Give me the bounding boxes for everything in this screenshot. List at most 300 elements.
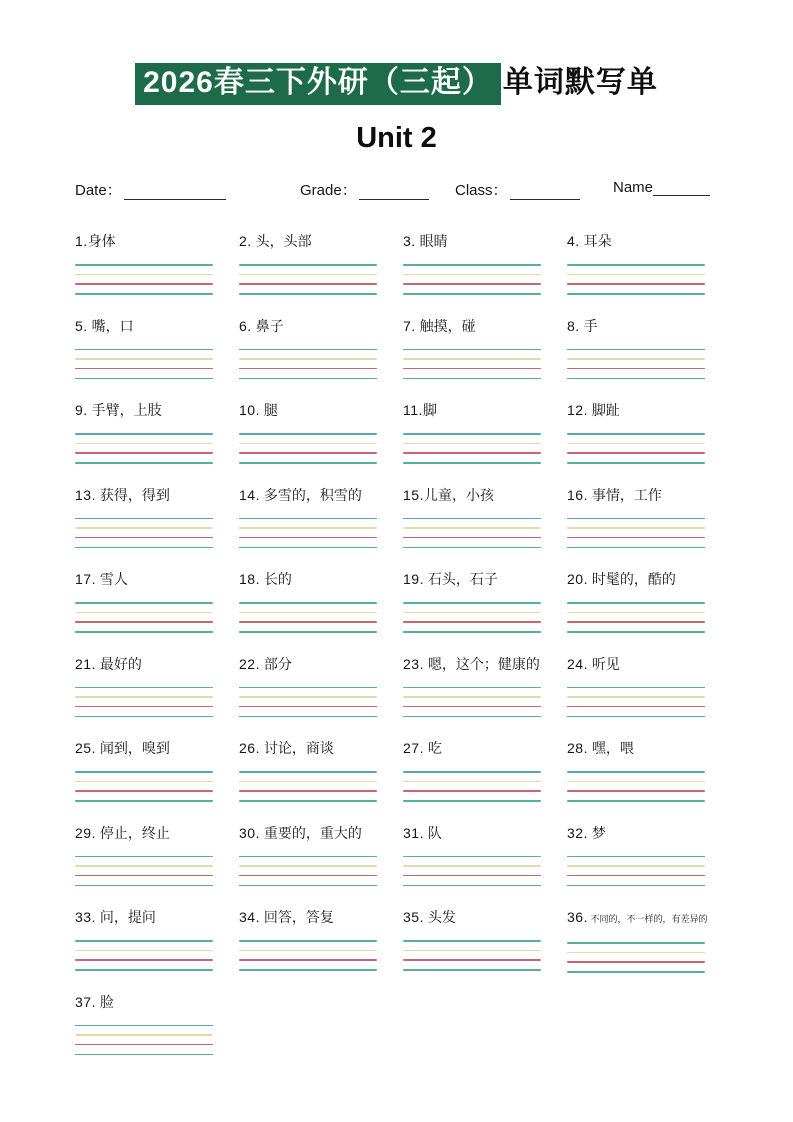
guide-line-fourth: [239, 800, 377, 802]
writing-lines: [75, 518, 213, 549]
guide-line-second: [239, 274, 377, 276]
guide-line-first: [239, 518, 377, 520]
word-chinese: 吃: [423, 740, 442, 756]
guide-line-second: [403, 443, 541, 445]
guide-line-third: [239, 537, 377, 539]
guide-line-fourth: [239, 885, 377, 887]
guide-line-third: [239, 452, 377, 454]
guide-line-second: [403, 358, 541, 360]
guide-line-first: [239, 856, 377, 858]
unit-title: Unit 2: [356, 122, 437, 154]
writing-lines: [403, 602, 541, 633]
word-item: [567, 566, 731, 651]
word-label: [75, 735, 239, 757]
writing-lines: [239, 771, 377, 802]
writing-lines: [75, 433, 213, 464]
word-item: [75, 566, 239, 651]
guide-line-second: [239, 443, 377, 445]
word-number: 35.: [403, 909, 424, 925]
guide-line-third: [567, 368, 705, 370]
word-item: [403, 651, 567, 736]
guide-line-first: [567, 433, 705, 435]
guide-line-first: [239, 264, 377, 266]
guide-line-fourth: [75, 293, 213, 295]
guide-line-third: [567, 875, 705, 877]
word-label: [567, 566, 731, 588]
word-label: [403, 228, 567, 250]
writing-lines: [75, 856, 213, 887]
writing-lines: [239, 433, 377, 464]
word-label: [239, 651, 403, 673]
guide-line-fourth: [75, 800, 213, 802]
word-number: 15.: [403, 486, 424, 503]
writing-lines: [403, 940, 541, 971]
word-number: 5.: [75, 317, 88, 334]
guide-line-second: [75, 443, 213, 445]
word-label: [403, 482, 567, 504]
guide-line-second: [75, 527, 213, 529]
guide-line-fourth: [567, 885, 705, 887]
writing-lines: [75, 602, 213, 633]
guide-line-third: [75, 452, 213, 454]
word-label: [567, 735, 731, 757]
class-blank-line: [510, 184, 580, 200]
guide-line-third: [239, 621, 377, 623]
writing-lines: [403, 349, 541, 380]
word-item: [567, 228, 731, 313]
word-item: [403, 735, 567, 820]
guide-line-first: [239, 940, 377, 942]
guide-line-third: [75, 283, 213, 285]
writing-lines: [75, 771, 213, 802]
word-number: 3.: [403, 233, 416, 249]
word-label: [403, 735, 567, 757]
guide-line-second: [75, 781, 213, 783]
guide-line-first: [403, 602, 541, 604]
writing-lines: [567, 602, 705, 633]
word-label: [567, 904, 731, 928]
word-number: 25.: [75, 740, 96, 756]
guide-line-second: [403, 950, 541, 952]
guide-line-second: [239, 950, 377, 952]
word-chinese: 嘿，喂: [587, 740, 634, 756]
word-label: [239, 566, 403, 588]
word-chinese: 脸: [95, 993, 114, 1010]
word-item: [239, 482, 403, 567]
guide-line-second: [75, 696, 213, 698]
guide-line-second: [75, 612, 213, 614]
word-label: [403, 397, 567, 419]
writing-lines: [239, 856, 377, 887]
word-item: [75, 904, 239, 989]
word-item: [403, 904, 567, 989]
word-chinese: 嘴，口: [87, 317, 134, 334]
writing-lines: [403, 771, 541, 802]
writing-lines: [567, 771, 705, 802]
guide-line-third: [239, 706, 377, 708]
word-chinese: 讨论，商谈: [259, 740, 334, 756]
guide-line-third: [239, 283, 377, 285]
guide-line-first: [239, 687, 377, 689]
guide-line-first: [75, 433, 213, 435]
guide-line-fourth: [403, 378, 541, 380]
guide-line-third: [567, 537, 705, 539]
guide-line-fourth: [403, 800, 541, 802]
guide-line-first: [75, 687, 213, 689]
word-label: [239, 820, 403, 842]
guide-line-second: [239, 781, 377, 783]
word-number: 26.: [239, 740, 260, 756]
writing-lines: [567, 349, 705, 380]
word-label: [75, 228, 239, 250]
guide-line-second: [403, 274, 541, 276]
writing-lines: [567, 264, 705, 295]
word-label: [239, 313, 403, 335]
word-label: [75, 566, 239, 588]
word-chinese: 脚趾: [587, 402, 620, 418]
guide-line-second: [403, 696, 541, 698]
word-item: [75, 989, 239, 1074]
grade-field: [300, 179, 429, 200]
word-chinese: 头，头部: [251, 233, 312, 249]
word-number: 34.: [239, 909, 260, 925]
word-chinese: 获得，得到: [95, 486, 170, 503]
guide-line-fourth: [403, 885, 541, 887]
guide-line-third: [75, 1044, 213, 1046]
guide-line-third: [75, 875, 213, 877]
word-item: [75, 313, 239, 398]
guide-line-second: [239, 358, 377, 360]
guide-line-fourth: [75, 631, 213, 633]
guide-line-third: [75, 959, 213, 961]
guide-line-fourth: [567, 547, 705, 549]
guide-line-fourth: [403, 716, 541, 718]
word-chinese: 耳朵: [579, 233, 612, 249]
word-chinese: 头发: [423, 909, 456, 925]
guide-line-second: [403, 612, 541, 614]
word-item: [403, 313, 567, 398]
guide-line-first: [403, 349, 541, 351]
guide-line-fourth: [239, 547, 377, 549]
guide-line-first: [75, 518, 213, 520]
guide-line-third: [567, 452, 705, 454]
word-chinese: 儿童，小孩: [423, 486, 494, 503]
word-label: [403, 820, 567, 842]
meta-row: [0, 179, 793, 205]
word-item: [239, 313, 403, 398]
word-number: 30.: [239, 824, 260, 841]
word-number: 31.: [403, 824, 424, 841]
guide-line-fourth: [75, 378, 213, 380]
guide-line-third: [239, 368, 377, 370]
guide-line-second: [567, 865, 705, 867]
guide-line-fourth: [403, 547, 541, 549]
guide-line-third: [403, 283, 541, 285]
word-label: [75, 397, 239, 419]
word-chinese: 回答，答复: [259, 909, 334, 925]
word-item: [239, 820, 403, 905]
guide-line-first: [75, 1025, 213, 1027]
guide-line-fourth: [403, 293, 541, 295]
date-field: [75, 179, 226, 200]
word-label: [567, 313, 731, 335]
guide-line-first: [403, 518, 541, 520]
word-number: 37.: [75, 993, 96, 1010]
word-number: 29.: [75, 824, 96, 841]
guide-line-second: [75, 865, 213, 867]
word-chinese: 嗯，这个；健康的: [423, 655, 540, 672]
word-number: 19.: [403, 571, 424, 587]
guide-line-second: [567, 443, 705, 445]
guide-line-first: [75, 940, 213, 942]
word-label: [403, 566, 567, 588]
guide-line-third: [75, 706, 213, 708]
guide-line-second: [567, 527, 705, 529]
word-label: [75, 820, 239, 842]
writing-lines: [75, 264, 213, 295]
word-chinese: 事情，工作: [587, 486, 662, 503]
word-chinese: 眼睛: [415, 233, 448, 249]
guide-line-third: [403, 875, 541, 877]
word-chinese: 听见: [587, 655, 620, 672]
guide-line-second: [75, 274, 213, 276]
writing-lines: [239, 518, 377, 549]
word-item: [239, 397, 403, 482]
guide-line-fourth: [75, 969, 213, 971]
word-item: [75, 482, 239, 567]
word-label: [239, 397, 403, 419]
word-label: [239, 904, 403, 926]
word-item: [403, 228, 567, 313]
guide-line-second: [239, 696, 377, 698]
word-item: [75, 397, 239, 482]
writing-lines: [239, 349, 377, 380]
guide-line-third: [239, 875, 377, 877]
word-number: 6.: [239, 317, 252, 334]
word-number: 13.: [75, 486, 96, 503]
writing-lines: [239, 264, 377, 295]
guide-line-third: [75, 790, 213, 792]
word-chinese: 腿: [259, 402, 278, 418]
word-chinese: 脚: [422, 402, 437, 418]
guide-line-fourth: [239, 378, 377, 380]
word-number: 11.: [403, 402, 423, 418]
word-number: 32.: [567, 824, 588, 841]
word-item: [239, 651, 403, 736]
guide-line-fourth: [239, 969, 377, 971]
word-number: 24.: [567, 655, 588, 672]
date-label: Date：: [75, 182, 122, 199]
guide-line-fourth: [75, 462, 213, 464]
word-number: 2.: [239, 233, 252, 249]
writing-lines: [403, 518, 541, 549]
word-number: 14.: [239, 486, 260, 503]
guide-line-third: [403, 621, 541, 623]
word-chinese: 队: [423, 824, 442, 841]
word-item: [75, 651, 239, 736]
guide-line-fourth: [403, 969, 541, 971]
guide-line-first: [567, 602, 705, 604]
guide-line-first: [567, 942, 705, 944]
word-chinese: 触摸，碰: [415, 317, 476, 334]
guide-line-second: [567, 358, 705, 360]
word-chinese: 石头，石子: [423, 571, 498, 587]
word-item: [239, 566, 403, 651]
word-chinese: 鼻子: [251, 317, 284, 334]
word-label: [75, 904, 239, 926]
guide-line-first: [75, 856, 213, 858]
word-item: [403, 820, 567, 905]
title-banner: 2026春三下外研（三起）: [135, 63, 501, 105]
guide-line-fourth: [239, 462, 377, 464]
guide-line-first: [403, 264, 541, 266]
word-item: [567, 482, 731, 567]
word-chinese: 最好的: [95, 655, 142, 672]
word-number: 10.: [239, 402, 260, 418]
guide-line-third: [239, 790, 377, 792]
word-number: 4.: [567, 233, 580, 249]
guide-line-fourth: [239, 716, 377, 718]
guide-line-first: [403, 856, 541, 858]
guide-line-second: [567, 781, 705, 783]
writing-lines: [239, 940, 377, 971]
guide-line-third: [403, 368, 541, 370]
word-number: 23.: [403, 655, 424, 672]
guide-line-third: [567, 790, 705, 792]
grade-label: Grade：: [300, 182, 357, 199]
guide-line-fourth: [567, 631, 705, 633]
writing-lines: [567, 433, 705, 464]
word-chinese: 时髦的，酷的: [587, 571, 676, 587]
guide-line-second: [403, 781, 541, 783]
word-label: [567, 482, 731, 504]
word-number: 16.: [567, 486, 588, 503]
writing-lines: [75, 349, 213, 380]
guide-line-fourth: [567, 716, 705, 718]
name-blank-line: [653, 180, 710, 196]
writing-lines: [75, 687, 213, 718]
guide-line-second: [239, 865, 377, 867]
guide-line-first: [239, 349, 377, 351]
guide-line-first: [403, 771, 541, 773]
guide-line-second: [75, 358, 213, 360]
word-label: [403, 904, 567, 926]
word-item: [403, 566, 567, 651]
word-item: [75, 735, 239, 820]
word-label: [75, 651, 239, 673]
guide-line-third: [239, 959, 377, 961]
guide-line-third: [403, 959, 541, 961]
guide-line-first: [567, 264, 705, 266]
word-number: 8.: [567, 317, 580, 334]
word-label: [75, 313, 239, 335]
word-chinese: 多雪的，积雪的: [259, 486, 362, 503]
word-number: 18.: [239, 571, 260, 587]
guide-line-second: [75, 1034, 213, 1036]
word-item: [403, 482, 567, 567]
guide-line-fourth: [567, 462, 705, 464]
writing-lines: [403, 433, 541, 464]
page-title: [0, 57, 793, 105]
guide-line-second: [75, 950, 213, 952]
word-chinese: 部分: [259, 655, 292, 672]
guide-line-fourth: [75, 1054, 213, 1056]
word-number: 12.: [567, 402, 588, 418]
guide-line-first: [403, 433, 541, 435]
word-chinese: 手: [579, 317, 598, 334]
word-number: 33.: [75, 909, 96, 925]
word-chinese: 雪人: [95, 571, 128, 587]
class-label: Class：: [455, 182, 508, 199]
grade-blank-line: [359, 184, 429, 200]
guide-line-third: [567, 621, 705, 623]
word-label: [239, 482, 403, 504]
writing-lines: [403, 856, 541, 887]
word-item: [567, 820, 731, 905]
guide-line-second: [403, 527, 541, 529]
writing-lines: [567, 687, 705, 718]
writing-lines: [567, 518, 705, 549]
guide-line-second: [567, 696, 705, 698]
guide-line-second: [567, 274, 705, 276]
guide-line-second: [239, 527, 377, 529]
word-chinese: 手臂，上肢: [87, 402, 162, 418]
guide-line-third: [403, 706, 541, 708]
word-label: [75, 482, 239, 504]
name-label: Name: [613, 179, 654, 196]
guide-line-first: [403, 940, 541, 942]
guide-line-fourth: [567, 971, 705, 973]
guide-line-fourth: [75, 716, 213, 718]
word-label: [403, 313, 567, 335]
word-item: [239, 904, 403, 989]
word-chinese: 闻到，嗅到: [95, 740, 170, 756]
word-chinese: 长的: [259, 571, 292, 587]
writing-lines: [239, 687, 377, 718]
word-chinese: 身体: [87, 233, 116, 249]
guide-line-second: [567, 952, 705, 954]
guide-line-first: [75, 349, 213, 351]
guide-line-fourth: [403, 462, 541, 464]
word-number: 1.: [75, 233, 88, 249]
guide-line-third: [567, 283, 705, 285]
word-label: [567, 397, 731, 419]
date-blank-line: [124, 184, 226, 200]
writing-lines: [567, 856, 705, 887]
word-number: 9.: [75, 402, 88, 418]
guide-line-third: [75, 537, 213, 539]
word-item: [239, 735, 403, 820]
guide-line-fourth: [567, 800, 705, 802]
writing-lines: [567, 942, 705, 973]
word-chinese: 重要的，重大的: [259, 824, 362, 841]
word-item: [567, 735, 731, 820]
word-number: 28.: [567, 740, 588, 756]
word-chinese: 梦: [587, 824, 606, 841]
guide-line-fourth: [403, 631, 541, 633]
word-chinese: 问，提问: [95, 909, 156, 925]
guide-line-fourth: [75, 885, 213, 887]
word-item: [567, 313, 731, 398]
word-number: 27.: [403, 740, 424, 756]
word-item: [75, 820, 239, 905]
title-suffix: 单词默写单: [502, 66, 658, 99]
guide-line-fourth: [239, 293, 377, 295]
word-label: [239, 228, 403, 250]
guide-line-first: [75, 771, 213, 773]
writing-lines: [75, 1025, 213, 1056]
writing-lines: [403, 264, 541, 295]
